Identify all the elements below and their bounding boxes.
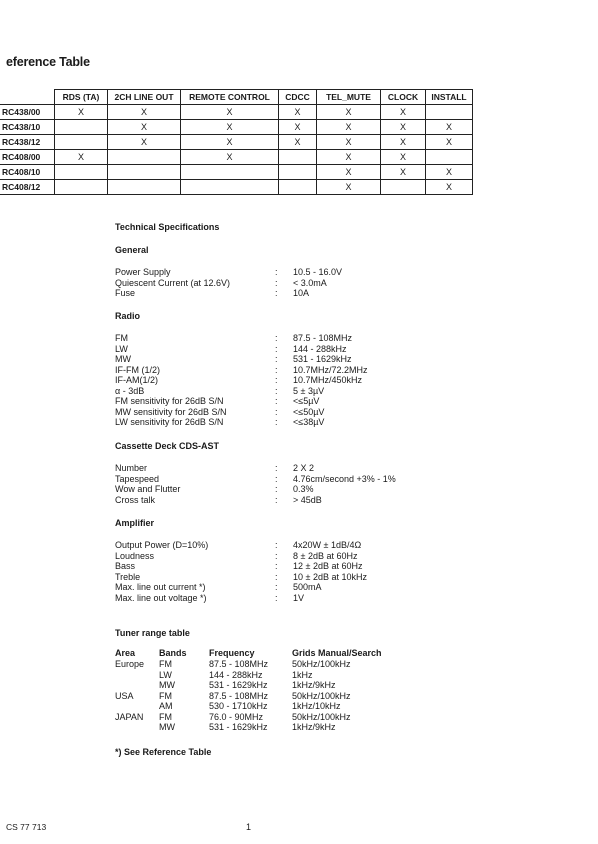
tuner-col-bands: Bands <box>159 648 187 658</box>
spec-colon: : <box>275 561 278 571</box>
feature-cell <box>181 165 279 180</box>
tuner-cell-freq: 531 - 1629kHz <box>209 722 268 732</box>
spec-colon: : <box>275 571 278 582</box>
reference-table-row <box>0 135 473 150</box>
col-header-clock: CLOCK <box>381 90 426 105</box>
feature-cell <box>108 180 181 195</box>
spec-label: LW <box>115 343 128 354</box>
spec-value: 10.7MHz/72.2MHz <box>293 364 368 375</box>
feature-cell: X <box>317 105 381 120</box>
spec-colon: : <box>275 473 278 484</box>
spec-colon: : <box>275 364 278 375</box>
spec-label: Wow and Flutter <box>115 484 181 494</box>
col-header-tel-mute: TEL_MUTE <box>317 90 381 105</box>
feature-cell: X <box>317 150 381 165</box>
tuner-cell-grid: 1kHz/9kHz <box>292 722 336 732</box>
page-number: 1 <box>246 822 252 832</box>
general-heading: General <box>115 245 149 255</box>
spec-value: 87.5 - 108MHz <box>293 333 353 343</box>
amplifier-heading: Amplifier <box>115 518 155 528</box>
document-code: CS 77 713 <box>6 822 47 832</box>
tuner-cell-band: MW <box>159 722 175 732</box>
feature-cell <box>108 165 181 180</box>
spec-label: FM <box>115 333 128 343</box>
tuner-col-grids: Grids Manual/Search <box>292 648 382 658</box>
feature-cell <box>181 180 279 195</box>
feature-cell: X <box>181 120 279 135</box>
tuner-cell-freq: 87.5 - 108MHz <box>209 690 269 701</box>
spec-label: Max. line out voltage *) <box>115 592 207 603</box>
tuner-cell-freq: 87.5 - 108MHz <box>209 659 269 669</box>
spec-value: 10.7MHz/450kHz <box>293 375 363 385</box>
reference-table-row <box>0 180 473 195</box>
feature-cell: X <box>108 120 181 135</box>
feature-cell: X <box>317 180 381 195</box>
tuner-heading: Tuner range table <box>115 628 190 638</box>
tuner-cell-area: Europe <box>115 659 145 669</box>
spec-colon: : <box>275 417 278 427</box>
feature-cell: X <box>181 135 279 150</box>
spec-label: IF-AM(1/2) <box>115 375 159 385</box>
spec-label: Cross talk <box>115 494 156 505</box>
tuner-cell-band: AM <box>159 701 173 711</box>
tuner-cell-band: LW <box>159 669 172 680</box>
model-cell: RC408/10 <box>0 165 55 180</box>
feature-cell: X <box>108 105 181 120</box>
tuner-cell-area: JAPAN <box>115 711 144 722</box>
spec-value: < 3.0mA <box>293 277 327 288</box>
spec-label: MW sensitivity for 26dB S/N <box>115 406 227 417</box>
spec-value: 10 ± 2dB at 10kHz <box>293 571 367 582</box>
reference-table-header-row <box>0 90 473 105</box>
feature-cell <box>381 180 426 195</box>
tuner-cell-band: MW <box>159 680 175 690</box>
feature-cell <box>55 165 108 180</box>
spec-colon: : <box>275 333 278 343</box>
footnote: *) See Reference Table <box>115 747 212 757</box>
feature-cell <box>426 105 473 120</box>
spec-value: 531 - 1629kHz <box>293 354 352 364</box>
feature-cell: X <box>317 120 381 135</box>
reference-table-row <box>0 165 473 180</box>
col-header-cdcc: CDCC <box>279 90 317 105</box>
spec-value: <≤38µV <box>293 417 325 427</box>
feature-cell <box>279 165 317 180</box>
tuner-cell-freq: 144 - 288kHz <box>209 669 263 680</box>
spec-colon: : <box>275 550 278 561</box>
tuner-cell-freq: 530 - 1710kHz <box>209 701 268 711</box>
spec-colon: : <box>275 494 278 505</box>
tuner-cell-band: FM <box>159 711 172 722</box>
feature-cell <box>426 150 473 165</box>
tuner-col-area: Area <box>115 648 136 658</box>
spec-colon: : <box>275 484 278 494</box>
spec-label: Fuse <box>115 288 136 298</box>
spec-label: α - 3dB <box>115 385 145 396</box>
spec-label: Bass <box>115 561 136 571</box>
col-header-remote: REMOTE CONTROL <box>181 90 279 105</box>
feature-cell <box>279 150 317 165</box>
feature-cell: X <box>426 135 473 150</box>
spec-value: 10A <box>293 288 310 298</box>
spec-label: Treble <box>115 571 141 582</box>
spec-colon: : <box>275 396 278 406</box>
feature-cell <box>55 135 108 150</box>
feature-cell <box>108 150 181 165</box>
radio-heading: Radio <box>115 311 141 321</box>
spec-colon: : <box>275 343 278 354</box>
tuner-cell-grid: 1kHz/9kHz <box>292 680 336 690</box>
specs-title: Technical Specifications <box>115 222 220 232</box>
reference-table-row <box>0 120 473 135</box>
page-title: eference Table <box>6 55 90 69</box>
spec-value: 4.76cm/second +3% - 1% <box>293 473 396 484</box>
feature-cell: X <box>181 105 279 120</box>
feature-cell <box>55 180 108 195</box>
spec-value: 4x20W ± 1dB/4Ω <box>293 540 362 550</box>
feature-cell: X <box>381 135 426 150</box>
spec-label: MW <box>115 354 131 364</box>
reference-table <box>0 89 473 195</box>
spec-value: 500mA <box>293 582 322 592</box>
tuner-cell-grid: 1kHz <box>292 669 313 680</box>
feature-cell: X <box>381 165 426 180</box>
spec-value: <≤5µV <box>293 396 320 406</box>
spec-value: 8 ± 2dB at 60Hz <box>293 550 358 561</box>
spec-label: LW sensitivity for 26dB S/N <box>115 417 224 427</box>
spec-colon: : <box>275 463 278 473</box>
feature-cell: X <box>279 105 317 120</box>
spec-label: Output Power (D=10%) <box>115 540 209 550</box>
reference-table-row <box>0 105 473 120</box>
spec-colon: : <box>275 582 278 592</box>
tuner-cell-grid: 1kHz/10kHz <box>292 701 341 711</box>
feature-cell: X <box>108 135 181 150</box>
feature-cell: X <box>426 120 473 135</box>
feature-cell: X <box>317 135 381 150</box>
spec-value: 5 ± 3µV <box>293 385 325 396</box>
spec-colon: : <box>275 385 278 396</box>
reference-table-row <box>0 150 473 165</box>
spec-label: IF-FM (1/2) <box>115 364 160 375</box>
col-header-install: INSTALL <box>426 90 473 105</box>
spec-value: > 45dB <box>293 494 322 505</box>
model-cell: RC408/00 <box>0 150 55 165</box>
reference-table-corner <box>0 90 55 105</box>
spec-label: Loudness <box>115 550 155 561</box>
spec-label: Tapespeed <box>115 473 160 484</box>
model-cell: RC438/10 <box>0 120 55 135</box>
feature-cell: X <box>381 105 426 120</box>
feature-cell <box>55 120 108 135</box>
feature-cell: X <box>381 120 426 135</box>
spec-value: 12 ± 2dB at 60Hz <box>293 561 363 571</box>
spec-colon: : <box>275 540 278 550</box>
feature-cell: X <box>55 150 108 165</box>
tuner-cell-area: USA <box>115 690 134 701</box>
spec-value: 1V <box>293 592 305 603</box>
spec-label: Number <box>115 463 148 473</box>
spec-label: Power Supply <box>115 267 171 277</box>
model-cell: RC408/12 <box>0 180 55 195</box>
spec-value: <≤50µV <box>293 406 325 417</box>
spec-colon: : <box>275 288 278 298</box>
tuner-col-frequency: Frequency <box>209 648 255 658</box>
spec-label: Quiescent Current (at 12.6V) <box>115 277 231 288</box>
model-cell: RC438/12 <box>0 135 55 150</box>
feature-cell: X <box>279 120 317 135</box>
feature-cell: X <box>181 150 279 165</box>
feature-cell: X <box>317 165 381 180</box>
feature-cell: X <box>279 135 317 150</box>
spec-colon: : <box>275 267 278 277</box>
spec-colon: : <box>275 354 278 364</box>
spec-label: Max. line out current *) <box>115 582 206 592</box>
tuner-cell-freq: 531 - 1629kHz <box>209 680 268 690</box>
cassette-heading: Cassette Deck CDS-AST <box>115 441 220 451</box>
spec-colon: : <box>275 375 278 385</box>
spec-colon: : <box>275 277 278 288</box>
spec-label: FM sensitivity for 26dB S/N <box>115 396 224 406</box>
tuner-cell-freq: 76.0 - 90MHz <box>209 711 264 722</box>
spec-value: 10.5 - 16.0V <box>293 267 343 277</box>
feature-cell: X <box>55 105 108 120</box>
spec-value: 144 - 288kHz <box>293 343 347 354</box>
col-header-rds: RDS (TA) <box>55 90 108 105</box>
feature-cell: X <box>381 150 426 165</box>
tuner-cell-grid: 50kHz/100kHz <box>292 659 351 669</box>
spec-colon: : <box>275 406 278 417</box>
tuner-cell-band: FM <box>159 659 172 669</box>
tuner-cell-band: FM <box>159 690 172 701</box>
col-header-line-out: 2CH LINE OUT <box>108 90 181 105</box>
spec-value: 2 X 2 <box>293 463 315 473</box>
feature-cell <box>279 180 317 195</box>
feature-cell: X <box>426 165 473 180</box>
spec-colon: : <box>275 592 278 603</box>
feature-cell: X <box>426 180 473 195</box>
spec-value: 0.3% <box>293 484 314 494</box>
tuner-cell-grid: 50kHz/100kHz <box>292 690 351 701</box>
tuner-cell-grid: 50kHz/100kHz <box>292 711 351 722</box>
model-cell: RC438/00 <box>0 105 55 120</box>
